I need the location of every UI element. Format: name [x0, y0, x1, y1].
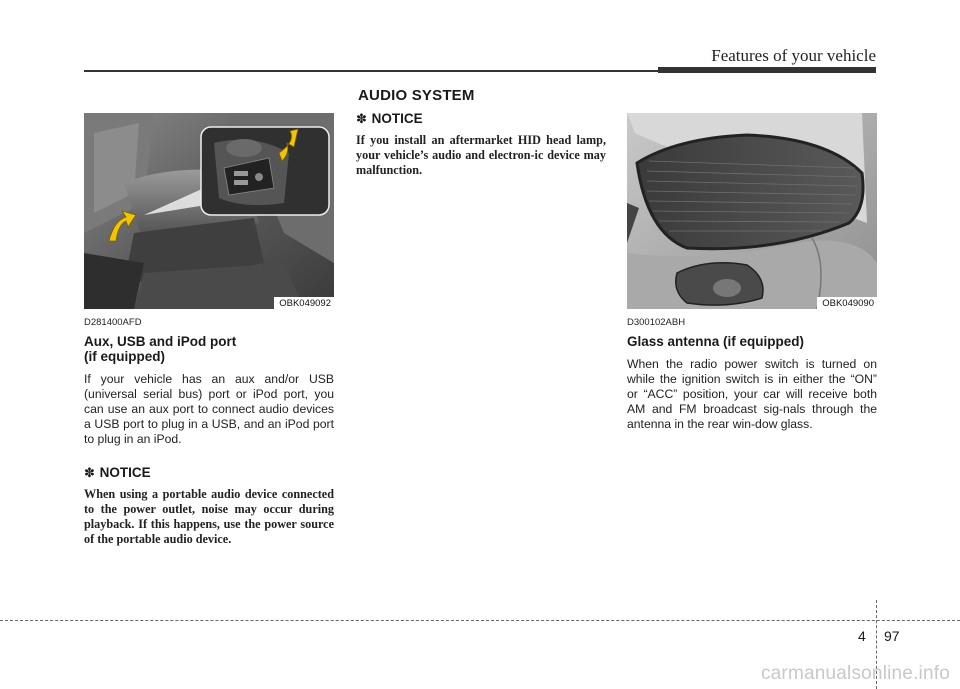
aux-usb-ipod-heading: [84, 334, 334, 364]
doc-code: D281400AFD: [84, 317, 142, 328]
heading-line-2: (if equipped): [84, 349, 165, 364]
notice-text: If you install an aftermarket HID head lamp, your vehicle’s audio and electron-ic device may malfunction.: [356, 133, 606, 177]
glass-antenna-heading: Glass antenna (if equipped): [627, 334, 805, 349]
notice-title: [356, 111, 606, 127]
notice-star-icon: ✽: [356, 111, 367, 126]
page-number: 97: [884, 628, 900, 644]
notice-text: When using a portable audio device connected to the power outlet, noise may occur during playback. If this happens, use the power source of the portable audio device.: [84, 487, 334, 546]
left-column: [84, 113, 334, 547]
notice-portable-audio: [84, 465, 334, 547]
watermark: carmanualsonline.info: [760, 663, 950, 684]
notice-label: NOTICE: [371, 111, 423, 126]
section-title: AUDIO SYSTEM: [358, 87, 475, 104]
heading-line-1: Aux, USB and iPod port: [84, 334, 237, 349]
notice-star-icon: ✽: [84, 465, 95, 480]
console-photo: [84, 113, 334, 309]
glass-antenna-body: When the radio power switch is turned on while the ignition switch is in either the “ON” or “ACC” position, your car will receive both AM and FM broadcast sig-nals through the antenna in the rear win-dow glass.: [627, 357, 877, 431]
photo-code: OBK049092: [274, 297, 334, 309]
notice-hid-headlamp: [356, 111, 606, 178]
footer-rule: [0, 620, 960, 621]
notice-title: [84, 465, 334, 481]
running-header-title: Features of your vehicle: [711, 46, 876, 65]
middle-column: [356, 113, 606, 178]
header-rule-accent: [658, 67, 876, 73]
photo-code: OBK049090: [817, 297, 877, 309]
notice-label: NOTICE: [99, 465, 151, 480]
aux-usb-ipod-body: If your vehicle has an aux and/or USB (universal serial bus) port or iPod port, you can use an aux port to connect audio devices a USB port to plug in a USB, and an iPod port to plug in an iPod.: [84, 372, 334, 446]
doc-code: D300102ABH: [627, 317, 686, 328]
rear-window-illustration: [627, 113, 877, 309]
console-illustration: [84, 113, 334, 309]
rear-window-photo: [627, 113, 877, 309]
chapter-number: 4: [858, 628, 866, 644]
right-column: [627, 113, 877, 432]
